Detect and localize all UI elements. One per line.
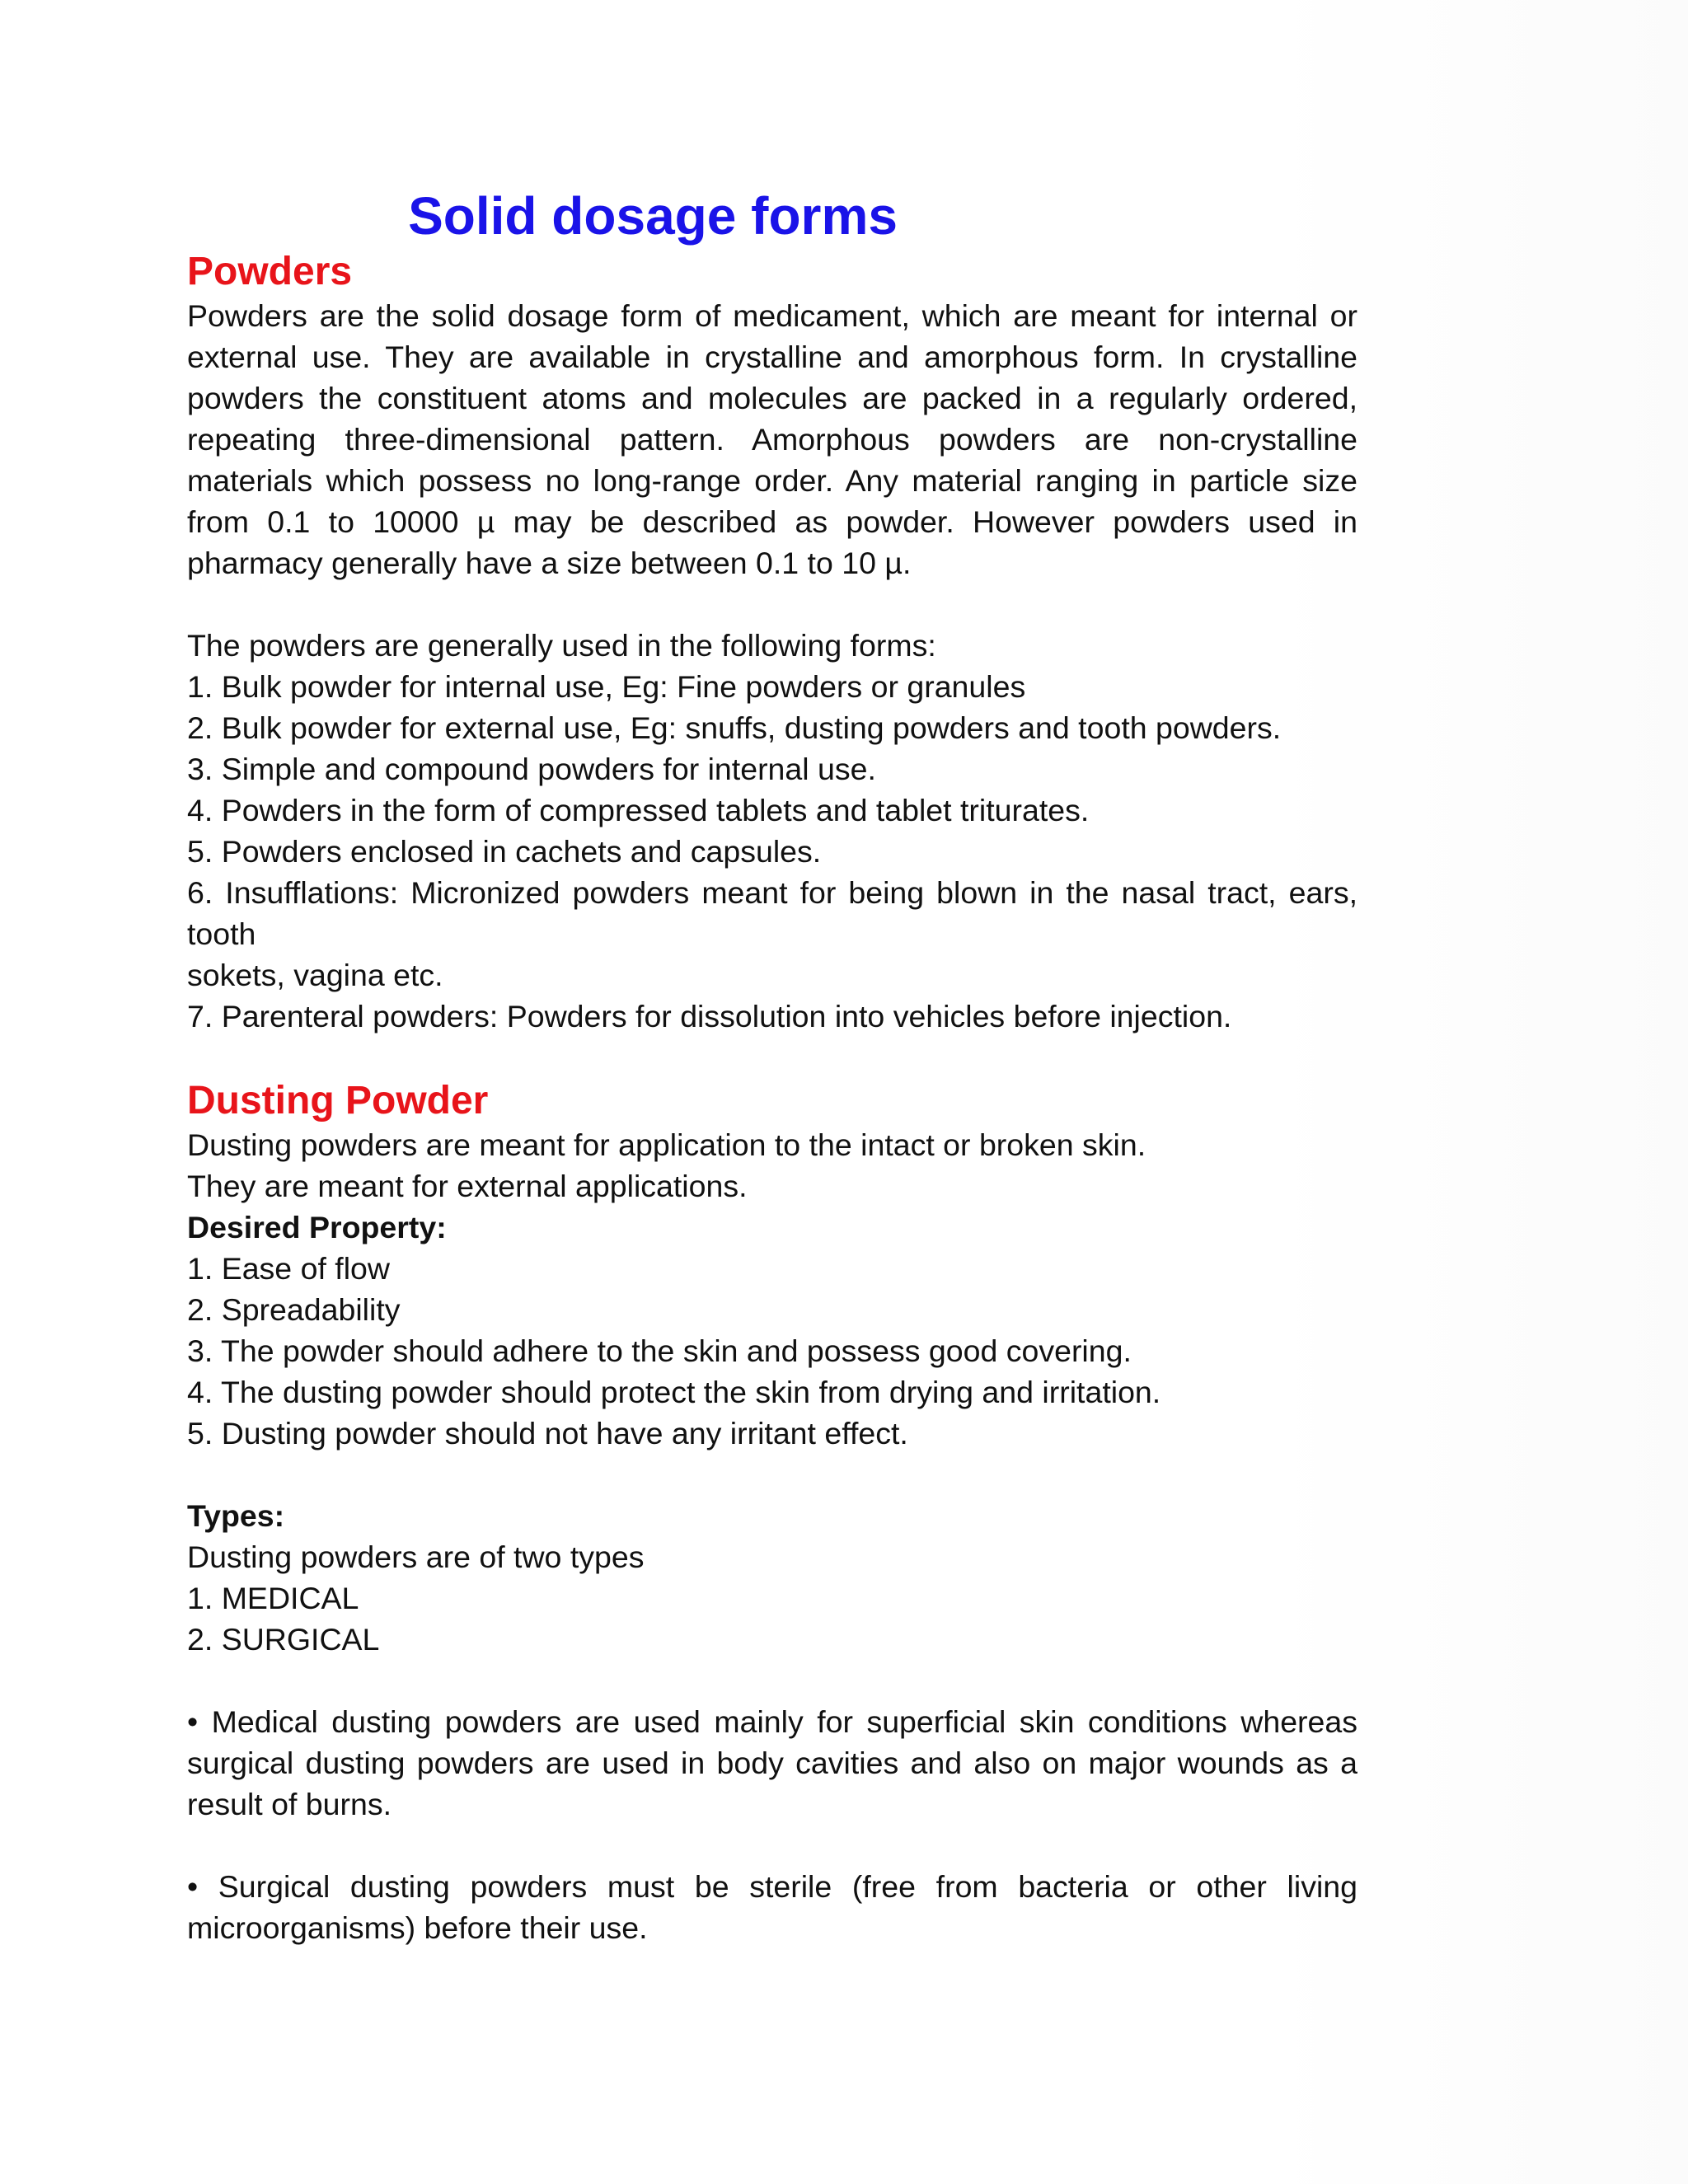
desired-item: 4. The dusting powder should protect the skin from drying and irritation. <box>187 1375 1161 1409</box>
powders-intro-paragraph: Powders are the solid dosage form of medicament, which are meant for internal or external use. They are available in crystalline and amorphous form. In crystalline powders the constituent atoms and molecules are packed in a regularly ordered, repeating three-dimensional pattern. Amorphous powders are non-crystalline materials which possess no long-range order. Any material ranging in particle size from 0.1 to 10000 µ may be described as powder. However powders used in pharmacy generally have a size between 0.1 to 10 µ. <box>187 298 1357 580</box>
form-item: 6. Insufflations: Micronized powders meant for being blown in the nasal tract, ears, <box>187 875 1357 910</box>
form-item: 3. Simple and compound powders for internal use. <box>187 752 876 786</box>
desired-property-label: Desired Property: <box>187 1210 447 1244</box>
form-item: 5. Powders enclosed in cachets and capsules. <box>187 834 822 869</box>
dusting-powder-heading: Dusting Powder <box>187 1079 489 1122</box>
spacer <box>187 1825 1357 1866</box>
bullet-paragraph: • Surgical dusting powders must be sterile (free from bacteria or other living microorganisms) before their use. <box>187 1869 1357 1945</box>
powders-heading: Powders <box>187 250 353 293</box>
dusting-line: They are meant for external applications. <box>187 1169 748 1203</box>
desired-item: 3. The powder should adhere to the skin and possess good covering. <box>187 1333 1132 1368</box>
form-item: sokets, vagina etc. <box>187 958 443 992</box>
spacer <box>187 583 1357 625</box>
document-title: Solid dosage forms <box>408 186 898 246</box>
types-intro: Dusting powders are of two types <box>187 1540 645 1574</box>
spacer <box>187 1660 1357 1701</box>
type-item: 1. MEDICAL <box>187 1581 359 1615</box>
desired-item: 5. Dusting powder should not have any irritant effect. <box>187 1416 908 1451</box>
document-content <box>187 183 1357 1948</box>
type-item: 2. SURGICAL <box>187 1622 380 1657</box>
form-item: tooth <box>187 916 256 951</box>
form-item: 2. Bulk powder for external use, Eg: snuffs, dusting powders and tooth powders. <box>187 710 1282 745</box>
types-label: Types: <box>187 1498 285 1533</box>
bullet-paragraph: • Medical dusting powders are used mainly for superficial skin conditions whereas surgical dusting powders are used in body cavities and also on major wounds as a result of burns. <box>187 1704 1357 1821</box>
form-item: 1. Bulk powder for internal use, Eg: Fine powders or granules <box>187 669 1026 704</box>
form-item: 7. Parenteral powders: Powders for dissolution into vehicles before injection. <box>187 999 1232 1033</box>
form-item: 4. Powders in the form of compressed tablets and tablet triturates. <box>187 793 1090 827</box>
desired-item: 2. Spreadability <box>187 1292 401 1327</box>
spacer <box>187 1454 1357 1495</box>
spacer <box>187 1037 1357 1078</box>
forms-intro: The powders are generally used in the following forms: <box>187 628 936 663</box>
dusting-line: Dusting powders are meant for application to the intact or broken skin. <box>187 1127 1146 1162</box>
desired-item: 1. Ease of flow <box>187 1251 390 1286</box>
